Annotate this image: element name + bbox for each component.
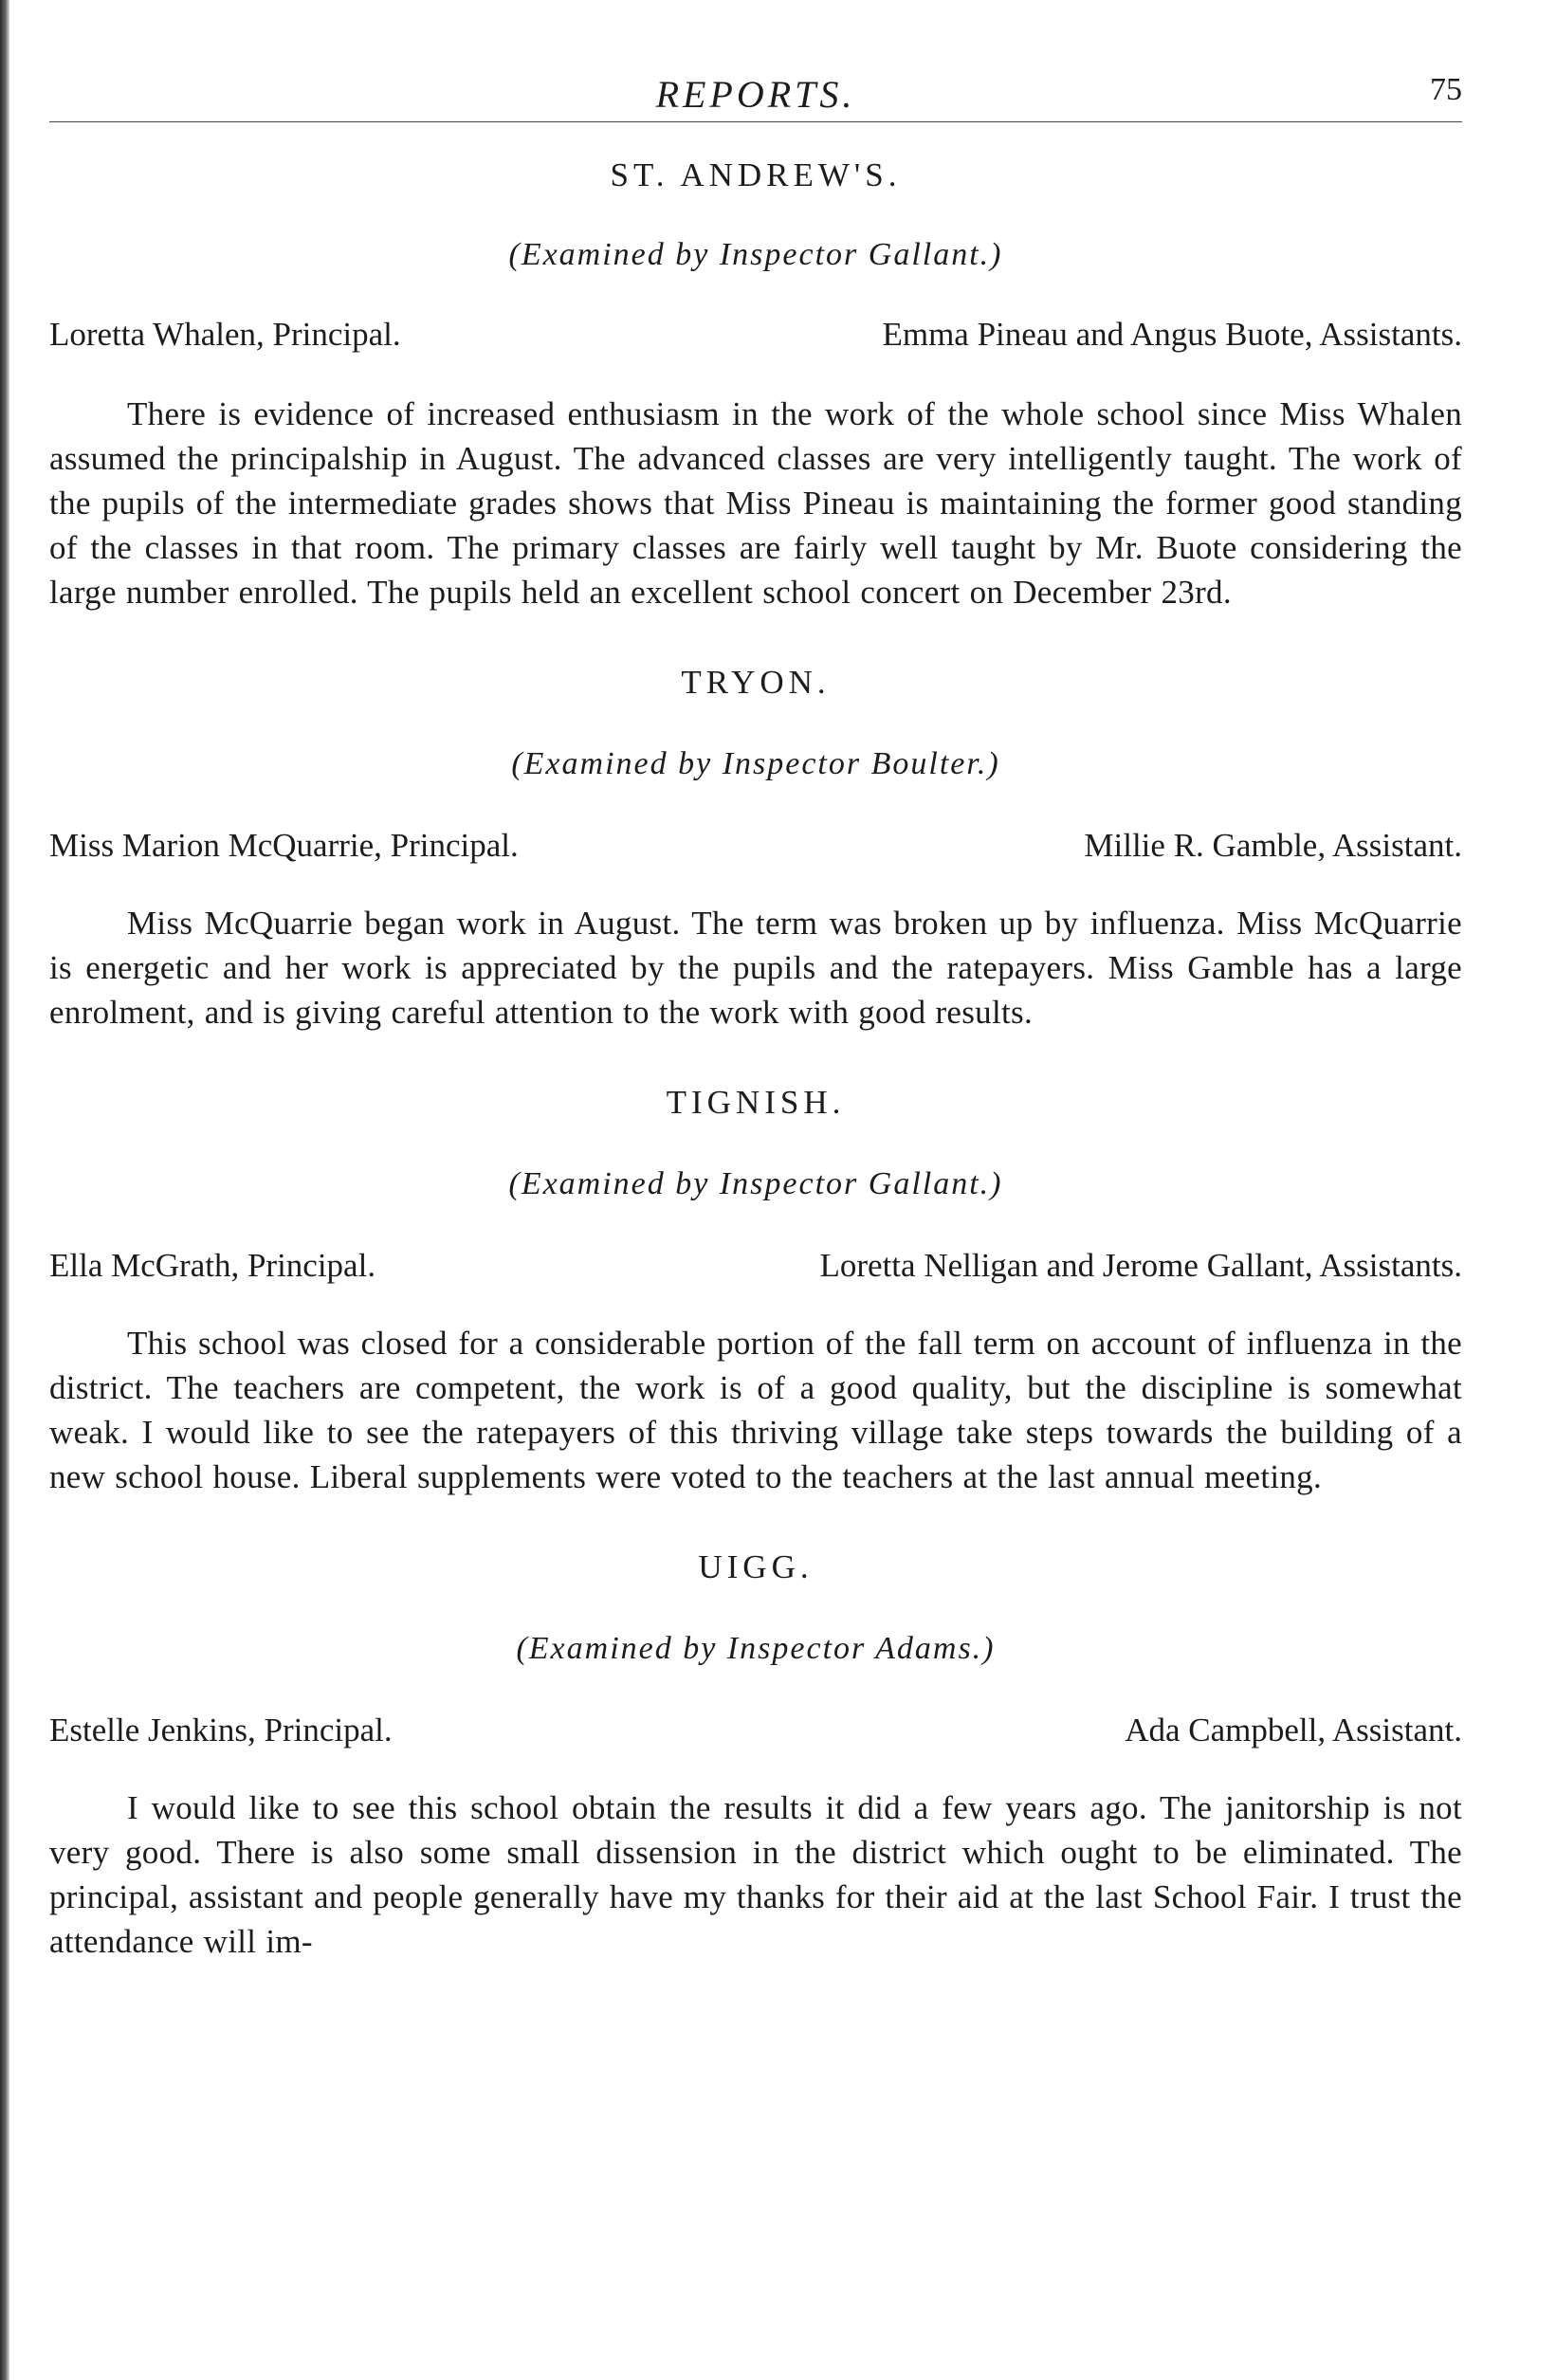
report-paragraph: This school was closed for a considerable portion of the fall term on account of influenza in the district. The teachers are competent, the work is of a good quality, but the discipline is somewhat weak. I would like to see the ratepayers of this thriving village take steps towards the building of a new school house. Liberal supplements were voted to the teachers at the last annual meeting. (49, 1325, 1462, 1495)
section-tryon (49, 662, 1462, 1034)
assistants-names: Millie R. Gamble, Assistant. (1084, 827, 1462, 864)
staff-line (49, 1245, 1462, 1287)
section-st-andrews (49, 155, 1462, 614)
staff-line (49, 825, 1462, 867)
document-page (49, 64, 1462, 1964)
section-title: TRYON. (681, 664, 831, 701)
running-head (49, 64, 1462, 122)
principal-name: Loretta Whalen, Principal. (49, 316, 401, 353)
running-title: REPORTS. (655, 73, 856, 116)
principal-name: Estelle Jenkins, Principal. (49, 1712, 393, 1748)
report-paragraph: I would like to see this school obtain the results it did a few years ago. The janitorship is not very good. There is also some small dissension in the district which ought to be eliminated. The principal, assistant and people generally have my thanks for their aid at the last School Fair. I trust the attendance will im- (49, 1789, 1462, 1960)
section-title: UIGG. (698, 1548, 814, 1585)
assistants-names: Loretta Nelligan and Jerome Gallant, Assistants. (819, 1247, 1462, 1284)
staff-line (49, 1710, 1462, 1751)
principal-name: Miss Marion McQuarrie, Principal. (49, 827, 519, 864)
examiner-line: (Examined by Inspector Adams.) (516, 1631, 996, 1666)
report-paragraph: Miss McQuarrie began work in August. The term was broken up by influenza. Miss McQuarrie is energetic and her work is appreciated by the pupils and the ratepayers. Miss Gamble has a large enrolment, and is giving careful attention to the work with good results. (49, 905, 1462, 1031)
examiner-line: (Examined by Inspector Gallant.) (508, 237, 1003, 272)
section-tignish (49, 1082, 1462, 1499)
section-uigg (49, 1547, 1462, 1964)
examiner-line: (Examined by Inspector Gallant.) (508, 1166, 1003, 1201)
principal-name: Ella McGrath, Principal. (49, 1247, 376, 1284)
staff-line (49, 314, 1462, 356)
assistants-names: Emma Pineau and Angus Buote, Assistants. (882, 316, 1462, 353)
page-binding-edge (0, 0, 9, 2380)
examiner-line: (Examined by Inspector Boulter.) (511, 746, 1000, 781)
page-number: 75 (1430, 72, 1462, 107)
report-paragraph: There is evidence of increased enthusiasm in the work of the whole school since Miss Whalen assumed the principalship in August. The advanced classes are very intelligently taught. The work of the pupils of the intermediate grades shows that Miss Pineau is maintaining the former good standing of the classes in that room. The primary classes are fairly well taught by Mr. Buote considering the large number enrolled. The pupils held an excellent school concert on December 23rd. (49, 395, 1462, 611)
section-title: TIGNISH. (666, 1084, 846, 1121)
section-title: ST. ANDREW'S. (610, 156, 902, 193)
assistants-names: Ada Campbell, Assistant. (1125, 1712, 1462, 1748)
